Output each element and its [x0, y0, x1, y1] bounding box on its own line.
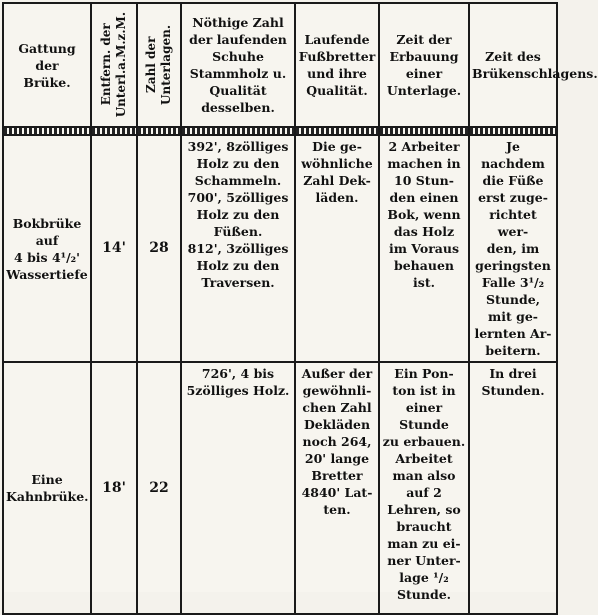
cell-holz: 392', 8zölliges Holz zu den Schammeln. 700', 5zölliges Holz zu den Füßen. 812', 3zölliges Holz zu den Traversen. — [181, 135, 295, 362]
header-entfernung: Entfern. der Unterl.a.M.z.M. — [91, 3, 137, 127]
cell-zahl: 22 — [137, 362, 181, 614]
cell-zeit-erbauung: 2 Arbeiter machen in 10 Stun- den einen Bok, wenn das Holz im Voraus behauen ist. — [379, 135, 469, 362]
header-zeit-erbauung: Zeit der Erbauung einer Unterlage. — [379, 3, 469, 127]
header-zeit-schlagen: Zeit des Brükenschlagens. — [469, 3, 557, 127]
bridge-table — [2, 2, 598, 615]
header-fussbretter: Laufende Fußbretter und ihre Qualität. — [295, 3, 379, 127]
table-row — [3, 135, 557, 362]
table-row — [3, 362, 557, 614]
cell-zeit-schlagen: In drei Stunden. — [469, 362, 557, 614]
cell-entfernung: 18' — [91, 362, 137, 614]
cell-zeit-erbauung: Ein Pon- ton ist in einer Stunde zu erbauen. Arbeitet man also auf 2 Lehren, so braucht man zu ei- ner Unter- lage ¹/₂ Stunde. — [379, 362, 469, 614]
cell-holz: 726', 4 bis 5zölliges Holz. — [181, 362, 295, 614]
cell-entfernung: 14' — [91, 135, 137, 362]
cell-fussbretter: Außer der gewöhnli- chen Zahl Dekläden noch 264, 20' lange Bretter 4840' Lat- ten. — [295, 362, 379, 614]
cell-zahl: 28 — [137, 135, 181, 362]
cell-zeit-schlagen: Je nachdem die Füße erst zuge- richtet wer- den, im geringsten Falle 3¹/₂ Stunde, mit ge- lernten Ar- beitern. — [469, 135, 557, 362]
header-zahl: Zahl der Unterlagen. — [137, 3, 181, 127]
header-gattung: Gattung der Brüke. — [3, 3, 91, 127]
cell-gattung: Eine Kahnbrüke. — [3, 362, 91, 614]
separator-row — [3, 127, 557, 135]
cell-gattung: Bokbrüke auf 4 bis 4¹/₂' Wassertiefe — [3, 135, 91, 362]
header-row — [3, 3, 557, 127]
document-page — [2, 2, 598, 602]
cell-fussbretter: Die ge- wöhnliche Zahl Dek- läden. — [295, 135, 379, 362]
header-holz: Nöthige Zahl der laufenden Schuhe Stammholz u. Qualität desselben. — [181, 3, 295, 127]
